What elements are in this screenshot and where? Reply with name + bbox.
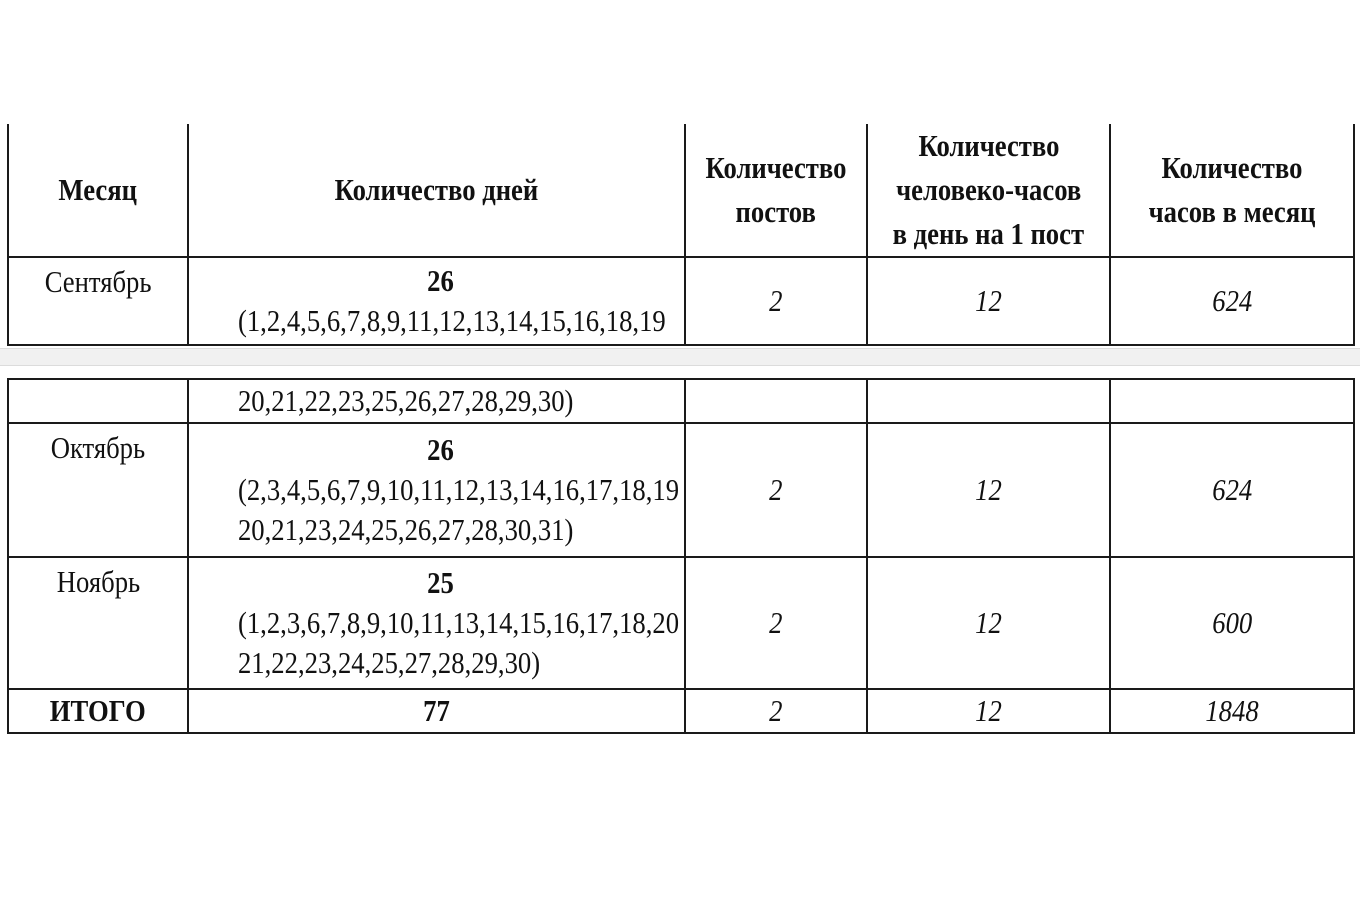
days-list: (2,3,4,5,6,7,9,10,11,12,13,14,16,17,18,19: [237, 472, 680, 507]
header-man-hours: Количество человеко-часов в день на 1 пост: [867, 124, 1110, 257]
man-hours-cell: [867, 379, 1110, 423]
table-row-september-continued: [8, 379, 1354, 423]
hours-month-cell: 624: [1110, 423, 1354, 557]
page-break: [0, 348, 1360, 366]
days-list: (1,2,3,6,7,8,9,10,11,13,14,15,16,17,18,20: [237, 605, 680, 640]
total-man-hours: 12: [867, 689, 1110, 733]
total-hours-month: 1848: [1110, 689, 1354, 733]
man-hours-cell: 12: [867, 423, 1110, 557]
posts-cell: 2: [685, 557, 867, 689]
days-list: 20,21,22,23,25,26,27,28,29,30): [237, 383, 574, 418]
table-row-total: [8, 689, 1354, 733]
days-list: (1,2,4,5,6,7,8,9,11,12,13,14,15,16,18,19: [237, 303, 666, 338]
days-cell: 25 (1,2,3,6,7,8,9,10,11,13,14,15,16,17,18,20 21,22,23,24,25,27,28,29,30): [188, 557, 685, 689]
header-row: [8, 124, 1354, 257]
hours-month-cell: 600: [1110, 557, 1354, 689]
posts-cell: 2: [685, 257, 867, 345]
header-posts: Количество постов: [685, 124, 867, 257]
posts-cell: [685, 379, 867, 423]
table-row-september: [8, 257, 1354, 345]
table-row-october: [8, 423, 1354, 557]
month-cell: Ноябрь: [8, 557, 188, 689]
schedule-table-part1: [7, 124, 1355, 346]
total-days: 77: [188, 689, 685, 733]
man-hours-cell: 12: [867, 257, 1110, 345]
table-row-november: [8, 557, 1354, 689]
hours-month-cell: [1110, 379, 1354, 423]
header-hours-month: Количество часов в месяц: [1110, 124, 1354, 257]
hours-month-cell: 624: [1110, 257, 1354, 345]
posts-cell: 2: [685, 423, 867, 557]
schedule-table-part2: [7, 378, 1355, 734]
header-days: Количество дней: [188, 124, 685, 257]
month-cell: Сентябрь: [8, 257, 188, 345]
days-list: 20,21,23,24,25,26,27,28,30,31): [237, 512, 574, 547]
month-cell: [8, 379, 188, 423]
total-label: ИТОГО: [8, 689, 188, 733]
days-cell: [188, 379, 685, 423]
header-month: Месяц: [8, 124, 188, 257]
man-hours-cell: 12: [867, 557, 1110, 689]
days-cell: 26 (1,2,4,5,6,7,8,9,11,12,13,14,15,16,18,19: [188, 257, 685, 345]
total-posts: 2: [685, 689, 867, 733]
month-cell: Октябрь: [8, 423, 188, 557]
days-list: 21,22,23,24,25,27,28,29,30): [237, 645, 541, 680]
days-cell: 26 (2,3,4,5,6,7,9,10,11,12,13,14,16,17,18,19 20,21,23,24,25,26,27,28,30,31): [188, 423, 685, 557]
